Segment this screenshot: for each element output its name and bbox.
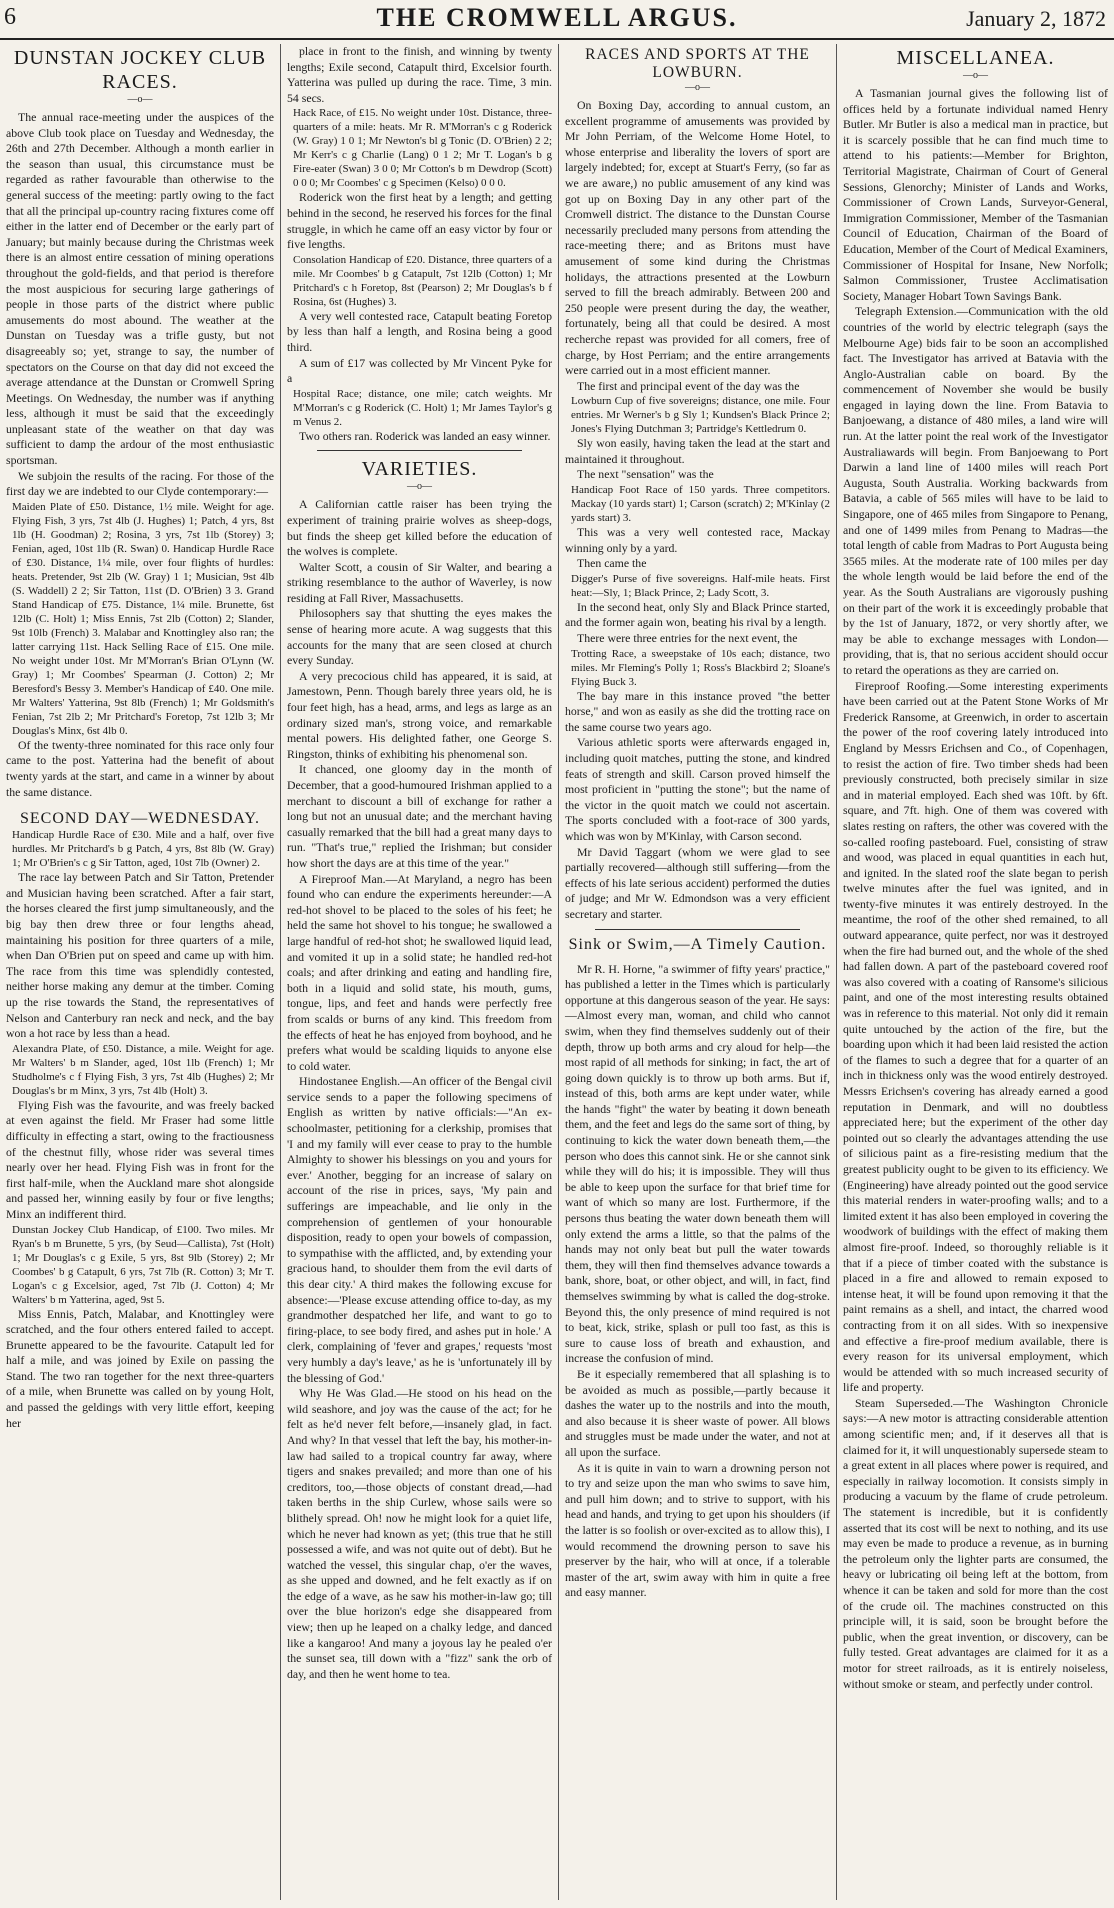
- article-paragraph: Mr R. H. Horne, "a swimmer of fifty years' practice," has published a letter in the Times which is particularly opportune at this dangerous season of the year. He says:—Almost every man, woman, and child who cannot swim, when they find themselves suddenly out of their depth, throw up both arms and cry aloud for help—the most rapid of all methods for sinking; in fact, the art of going down quickly is to throw up both arms. But if, instead of this, both arms are kept under water, while the hands "fight" the water by beating it down beneath them, and the feet and legs do the same sort of thing, by continuing to kick the water down beneath them,—the person who does this cannot sink. He or she cannot sink while they will do his; it is impossible. They will thus be able to keep upon the surface for that brief time for want of which so many are lost. Furthermore, if the persons thus beating the water down beneath them will only extend the arms a little, so that the palms of the hands may not only beat but pull the water towards them, they will then find themselves advance towards a bank, shore, boat, or other object, and will, in fact, find themselves swimming by what is called the dog-stroke. Beyond this, the only presence of mind required is not to beat, kick, strike, splash or pull too fast, as this is sure to cause loss of breath and exhaustion, and increase the confusion of mind.: [565, 961, 830, 1366]
- article-paragraph: Why He Was Glad.—He stood on his head on the wild seashore, and joy was the cause of the act; for he felt as he'd never felt before,—insanely glad, in fact. And why? In that vessel that left the bay, his mother-in-law had sailed to a tropical country far away, where tigers and snakes prevailed; and more than one of his creditors, too,—those objects of constant dread,—had taken berths in the ship Curlew, whose sails were so blithely spread. Oh! now he might look for a quiet life, which he never had known as yet; (this true that he still possessed a wife, and was not quite out of debt). But he watched the vessel, this singular chap, o'er the waves, as she upped and downed, and he felt exactly as if on the edge of a wave, as he saw his mother-in-law go; till over the blue horizon's edge she disappeared from view; then up he leaped on a chalky ledge, and danced like a kangaroo! And many a joyous lay he pealed o'er the sunset sea, till down with a "fizz" sank the orb of day, and then he went home to tea.: [287, 1386, 552, 1681]
- column-1: [0, 44, 280, 1900]
- article-paragraph: Of the twenty-three nominated for this race only four came to the post. Yatterina had the benefit of about twenty yards at the start, and came in a winner by about the same distance.: [6, 737, 274, 799]
- race-results: Hospital Race; distance, one mile; catch weights. Mr M'Morran's c g Roderick (C. Holt) 1; Mr James Taylor's g m Venus 2.: [293, 387, 552, 428]
- ornament: —o—: [407, 481, 432, 493]
- race-results: Alexandra Plate, of £50. Distance, a mile. Weight for age. Mr Walters' b m Slander, aged, 10st 1lb (French) 1; Mr Studholme's c f Flying Fish, 3 yrs, 7st 4lb (Hughes) 2; Mr Douglas's br m Minx, 3 yrs, 7st 4lb (Holt) 3.: [12, 1042, 274, 1097]
- article-paragraph: The race lay between Patch and Sir Tatton, Pretender and Musician having been scratched. After a fair start, the horses cleared the first jump simultaneously, and the big bay then drew three or four lengths ahead, maintaining his position for three quarters of a mile, when Dan O'Brien put on speed and came up with him. The race from this time was splendidly contested, neither horse making any demur at the timber. Coming up the rise towards the Stand, the representatives of Nelson and Canterbury ran neck and neck, and the bay won a hot race by less than a head.: [6, 870, 274, 1041]
- article-paragraph: We subjoin the results of the racing. For those of the first day we are indebted to our Clyde contemporary:—: [6, 468, 274, 499]
- article-paragraph: A very precocious child has appeared, it is said, at Jamestown, Penn. Though barely three years old, he is four feet high, has a head, arms, and legs as large as an ordinary sized man's, strong voice, and remarkable mental powers. His delighted father, one George S. Ringston, thinks of exhibiting his phenomenal son.: [287, 668, 552, 761]
- race-results: Lowburn Cup of five sovereigns; distance, one mile. Four entries. Mr Werner's b g Sly 1; Kundsen's Black Prince 2; Jones's Flying Dutchman 3; Partridge's Kettledrum 0.: [571, 395, 830, 436]
- article-heading-miscellanea: MISCELLANEA.: [896, 47, 1055, 69]
- race-results: Hack Race, of £15. No weight under 10st. Distance, three-quarters of a mile: heats. Mr R. M'Morran's c g Roderick (W. Gray) 1 0 1; Mr Newton's bl g Tonic (D. O'Brien) 2 2; Mr Kerr's c g Charlie (Lang) 0 1 2; Mr T. Logan's b g Fire-eater (Swan) 3 0 0; Mr Cotton's b m Dewdrop (Scott) 0 0 0; Mr Coombes' c g Specimen (Kelso) 0 0 0.: [293, 107, 552, 190]
- article-paragraph: The annual race-meeting under the auspices of the above Club took place on Tuesday and Wednesday, the 26th and 27th December. Although a month earlier in the season than usual, this circumstance must be regarded as rather favourable than otherwise to the general success of the meeting: partly owing to the fact that all the principal up-country racing fixtures come off either in the latter end of December or the early part of January; but mainly because during the Christmas week there is an almost entire cessation of mining operations throughout the gold-fields, and that period is therefore the most auspicious for securing large gatherings of people in those parts of the district where public amusements do most abound. The weather at the Dunstan on Tuesday was a trifle gusty, but not disagreeably so; yet, strange to say, the number of spectators on the Course on that day did not exceed the average attendance at the Dunstan or Cromwell Spring Meetings. On Wednesday, the number was if anything less, although it must be said that the exceedingly unpleasant state of the weather on that day was sufficient to damp the ardour of the most enthusiastic sportsman.: [6, 110, 274, 468]
- article-paragraph: place in front to the finish, and winning by twenty lengths; Exile second, Catapult third, Excelsior fourth. Yatterina was pulled up during the race. Time, 3 min. 54 secs.: [287, 44, 552, 105]
- article-heading-sink-or-swim: Sink or Swim,—A Timely Caution.: [568, 935, 827, 953]
- article-paragraph: Telegraph Extension.—Communication with the old countries of the world by electric telegraph (says the Melbourne Age) bids fair to be soon an accomplished fact. The Investigator has arrived at Batavia with the Anglo-Australian cable on board. By the commencement of November she would be busily engaged in laying down the line. From Batavia to Banjoewang, a distance of 480 miles, a land wire will run. At the latter point the real work of the Investigator Australiawards will begin. From Banjoewang to Port Darwin a land line of 1400 miles will reach Port Augusta, South Australia. Working backwards from Batavia, a cable of 565 miles will have to be laid to Singapore, one of 465 miles from Singapore to Penang, and one of 1499 miles from Penang to Madras—the total length of cable from Madras to Port Augusta being 3565 miles. At the moderate rate of 100 miles per day the whole length would be laid before the end of the year. As the South Australians are vigorously pushing on their part of the work it is exceedingly probable that by the 1st of January, 1872, or very shortly after, we may be able to exchange messages with London—providing, that is, that no serious accident should occur to retard the operations as they are carried on.: [843, 304, 1108, 677]
- article-heading-dunstan-races: DUNSTAN JOCKEY CLUB RACES.: [13, 47, 267, 93]
- article-paragraph: Mr David Taggart (whom we were glad to see partially recovered—although still suffering—from the effects of his late serious accident) performed the duties of judge; and Mr W. Edmondson was a very efficient secretary and starter.: [565, 844, 830, 921]
- race-results: Handicap Hurdle Race of £30. Mile and a half, over five hurdles. Mr Pritchard's b g Patch, 4 yrs, 8st 8lb (W. Gray) 1; Mr O'Brien's c g Sir Tatton, aged, 10st 7lb (Owner) 2.: [12, 829, 274, 870]
- article-paragraph: Philosophers say that shutting the eyes makes the sense of hearing more acute. A wag suggests that this accounts for the many that are seen closed at church every Sunday.: [287, 606, 552, 668]
- article-paragraph: A sum of £17 was collected by Mr Vincent Pyke for a: [287, 355, 552, 386]
- article-paragraph: Two others ran. Roderick was landed an easy winner.: [299, 428, 551, 443]
- ornament: —o—: [963, 70, 988, 81]
- article-paragraph: A Fireproof Man.—At Maryland, a negro has been found who can endure the experiments hereunder:—A red-hot shovel to be placed to the soles of his feet; he held the same hot shovel to his tongue; he swallowed a large handful of red-hot shot; he swallowed liquid lead, and vomited it up in a solid state; he handled red-hot coals; and after drinking and eating and handling fire, both in a liquid and solid state, his mouth, gums, tongue, lips, and feet and hands were perfectly free from scalds or burns of any kind. This freedom from the effects of heat he has enjoyed from boyhood, and he prefers what would be scalding liquids to anyone else to cold water.: [287, 871, 552, 1073]
- article-paragraph: On Boxing Day, according to annual custom, an excellent programme of amusements was provided by Mr John Perriam, of the Welcome Home Hotel, to whose enterprise and liberality the lovers of sport are largely indebted; for, except at Stuart's Ferry, (so far as we are aware,) no public amusement of any kind was got up on Boxing Day in any other part of the Cromwell district. The distance to the Dunstan Course necessarily precluded many persons from attending the race-meeting there; and as Britons must have amusement of some kind during the Christmas holidays, the attractions presented at the Lowburn served to fill the breach admirably. Between 200 and 250 people were present during the day, the weather, fortunately, being all that could be desired. A most recherche repast was provided for all comers, free of charge, by Host Perriam; and the entire arrangements were carried out in a most efficient manner.: [565, 98, 830, 378]
- ornament: —o—: [127, 94, 153, 105]
- article-paragraph: As it is quite in vain to warn a drowning person not to try and seize upon the man who swims to save him, and pull him down; and to strive to support, with his head and hands, and trying to get upon his shoulders (if the latter is so foolish or over-excited as to allow this), I would recommend the drowning person to save his preserver by the hair, who will at once, if a tolerable master of the art, swim away with him in quite a free and easy manner.: [565, 1460, 830, 1600]
- column-4: [836, 44, 1114, 1900]
- article-paragraph: Be it especially remembered that all splashing is to be avoided as much as possible,—partly because it dashes the water up to the nostrils and into the mouth, and also because it is sheer waste of power. All blows and struggles must be made under the water, and not at all upon the surface.: [565, 1366, 830, 1459]
- article-paragraph: Sly won easily, having taken the lead at the start and maintained it throughout.: [565, 436, 830, 466]
- article-heading-lowburn: RACES AND SPORTS AT THE LOWBURN.: [585, 46, 810, 81]
- column-2: [280, 44, 558, 1900]
- issue-date: January 2, 1872: [966, 6, 1106, 31]
- article-paragraph: Then came the: [577, 556, 647, 571]
- race-results: Consolation Handicap of £20. Distance, three quarters of a mile. Mr Coombes' b g Catapult, 7st 12lb (Cotton) 1; Mr Pritchard's c h Foretop, 8st (Pearson) 2; Mr Douglas's b f Rosina, 6st (Hughes) 3.: [293, 253, 552, 308]
- article-heading-varieties: VARIETIES.: [361, 458, 478, 481]
- article-paragraph: Fireproof Roofing.—Some interesting experiments have been carried out at the Patent Stone Works of Mr Frederick Ransome, at Greenwich, in order to ascertain the power of the roof covering lately introduced into England by Messrs Erichsen and Co., of Copenhagen, to resist the action of fire. Two timber sheds had been previously constructed, both precisely similar in size and in material employed. Each shed was 10ft. by 6ft. square, and 7ft. high. One of them was covered with slates resting on rafters, the other was covered with the so-called roofing pasteboard. Fuel, consisting of straw and wood, was placed in equal quantities in each hut, and ignited. In the slated roof the slate began to perish twelve minutes after the fuel was ignited, and in twenty-five minutes it was entirely destroyed. In the meantime, the roof of the other shed remained, to all outward appearance, quite perfect, nor was it destroyed when the fire had burned out, and the whole of the shed had fallen down. A part of the pasteboard covered roof was also covered with a coating of Ransome's silicious paint, and one of the most interesting results obtained was in reference to this material. Not only did it remain quite untouched by the action of the fire, but the boarding upon which it had been laid resisted the action of the flames to such a degree that for a quarter of an inch in thickness only was the wood entirely destroyed. Messrs Erichsen's covering has already earned a good reputation in Denmark, and will no doubtless appreciated here; but the experiment of the other day pointed out so clearly the advantages attending the use of silicious paint as a fire-resisting medium that the greatest publicity ought to be given to its efficiency. We (Engineering) have already pointed out the good service this material renders in water-proofing walls; and to a limited extent it has also been employed in covering the woodwork of buildings with the effect of making them almost fire-proof. Indeed, so thoroughly reliable is it that if a piece of timber coated with the substance is placed in a fire and allowed to remain exposed to intense heat, it will be found upon removing it that the paint remains as a shell, and intact, the charred wood contracting from it on all sides. With so inexpensive and effective a fire-proof medium available, there is every reason for its universal employment, which would be attended with so much increased security of life and property.: [843, 678, 1109, 1395]
- article-paragraph: It chanced, one gloomy day in the month of December, that a good-humoured Irishman applied to a merchant to discount a bill of exchange for rather a long but not an unusual date; and the merchant having casually remarked that the bill had a great many days to run. "That's true," replied the Irishman; but consider how short the days are at this time of the year.": [287, 762, 552, 870]
- race-results: Maiden Plate of £50. Distance, 1½ mile. Weight for age. Flying Fish, 3 yrs, 7st 4lb (J. Hughes) 1; Patch, 4 yrs, 8st 1lb (H. Goodman) 2; Rosina, 3 yrs, 7st 1lb (Storey) 3; Fenian, aged, 10st 1lb (R. Swan) 0. Handicap Hurdle Race of £30. Distance, 1¼ mile, over four flights of hurdles: heats. Pretender, 9st 2lb (W. Gray) 1 1; Musician, 9st 4lb (S. Waddell) 2 2; Sir Tatton, 11st (D. O'Brien) 3 3. Grand Stand Handicap of £75. Distance, 1¼ mile. Brunette, 6st 12lb (C. Holt) 1; Miss Ennis, 7st 2lb (Cotton) 2; Slander, 9st 10lb (French) 3. Malabar and Knottingley also ran; the latter carrying 11st. Hack Selling Race of £15. One mile. No weight under 10st. Mr M'Morran's Brian O'Lynn (W. Gray) 1; Mr Coombes' Spearman (J. Cotton) 2; Mr Beresford's Bessy 3. Member's Handicap of £40. One mile. Mr Walters' Yatterina, 9st 8lb (French) 1; Mr Goldsmith's Fenian, 7st 2lb 2; Mr Pritchard's Foretop, 7st 12lb 3; Mr Douglas's Minx, 6st 4lb 0.: [12, 500, 274, 737]
- article-paragraph: Miss Ennis, Patch, Malabar, and Knottingley were scratched, and the four others entered failed to accept. Brunette appeared to be the favourite. Catapult led for half a mile, and was joined by Exile on passing the Stand. The two ran together for the next three-quarters of a mile, when Brunette was called on by young Holt, and passed the geldings with very little effort, keeping her: [6, 1306, 274, 1430]
- article-paragraph: The next "sensation" was the: [577, 467, 714, 482]
- ornament: —o—: [685, 82, 710, 93]
- divider: [317, 450, 522, 451]
- column-3: [558, 44, 836, 1900]
- article-paragraph: A Californian cattle raiser has been trying the experiment of training prairie wolves as sheep-dogs, but finds the sheep get killed before the education of the wolves is complete.: [287, 497, 552, 559]
- article-paragraph: The first and principal event of the day was the: [577, 378, 800, 393]
- article-paragraph: Walter Scott, a cousin of Sir Walter, and bearing a striking resemblance to the author of Waverley, is now residing at Fall River, Massachusetts.: [287, 559, 552, 605]
- article-paragraph: Hindostanee English.—An officer of the Bengal civil service sends to a paper the following specimens of English as written by native officials:—"An ex-schoolmaster, petitioning for a clerkship, promises that 'I and my family will ever cease to pray to the humble Almighty to shower his blessings on you and yours for ever.' Another, begging for an increase of salary on account of the rise in prices, says, 'My pain and sufferings are impeachable, and lie only in the comprehension of gentlemen of your honourable disposition, ready to open your bowels of compassion, to sympathise with the afflicted, and, by extending your gracious hand, to shoulder them from the evil darts of this dear city.' A third makes the following excuse for absence:—'Please excuse attending office to-day, as my grandmother despatched her life, and want to go to firing-place, to see body fired, and ashes put in hole.' A clerk, complaining of 'fever and grapes,' requests 'most very humbly a day's leave,' as he is 'unfortunately ill by the blessing of God.': [287, 1074, 552, 1385]
- race-results: Digger's Purse of five sovereigns. Half-mile heats. First heat:—Sly, 1; Black Prince, 2; Lady Scott, 3.: [571, 572, 830, 599]
- race-results: Dunstan Jockey Club Handicap, of £100. Two miles. Mr Ryan's b m Brunette, 5 yrs, (by Seud—Callista), 7st (Holt) 1; Mr Douglas's c g Exile, 5 yrs, 8st 9lb (Storey) 2; Mr Coombes' b g Catapult, 6 yrs, 7st 7lb (R. Cotton) 3; Mr T. Logan's c g Excelsior, aged, 7st 7lb (J. Cotton) 4; Mr Walters' b m Yatterina, aged, 9st 5.: [12, 1223, 274, 1306]
- race-results: Handicap Foot Race of 150 yards. Three competitors. Mackay (10 yards start) 1; Carson (scratch) 2; M'Kinlay (2 yards start) 3.: [571, 484, 830, 525]
- article-paragraph: The bay mare in this instance proved "the better horse," and won as easily as she did the trotting race on the same course two years ago.: [565, 688, 830, 734]
- article-paragraph: Flying Fish was the favourite, and was freely backed at even against the field. Mr Fraser had some little difficulty in effecting a start, owing to the fractiousness of the chestnut filly, whose rider was several times nearly over her head. Flying Fish was in front for the first half-mile, when the Auckland mare shot alongside and passed her, winning easily by four or five lengths; Minx an indifferent third.: [6, 1097, 274, 1221]
- article-paragraph: In the second heat, only Sly and Black Prince started, and the former again won, beating his rival by a length.: [565, 599, 830, 630]
- masthead: [0, 0, 1114, 40]
- section-heading-second-day: SECOND DAY—WEDNESDAY.: [20, 810, 260, 828]
- page-number: 6: [4, 4, 16, 30]
- article-paragraph: Roderick won the first heat by a length; and getting behind in the second, he reserved his forces for the final struggle, in which he came off an easy victor by four or five lengths.: [287, 190, 552, 252]
- divider: [595, 929, 800, 930]
- article-paragraph: A Tasmanian journal gives the following list of offices held by a fortunate individual named Henry Butler. Mr Butler is also a medical man in practice, but it is scarcely possible that he can find much time to attend to his patients:—Member for Brighton, Territorial Magistrate, Chairman of Court of General Sessions, Glenorchy; Minister of Lands and Works, Commissioner of Crown Lands, Surveyor-General, Immigration Commissioner, Member of the Tasmanian Council of Education, Chairman of the Board of Education, Member of the Court of Medical Examiners, Commissioner of Hospital for Insane, New Norfolk; Salmon Commissioner, Trustee Acclimatisation Society, Manager Hobart Town Savings Bank.: [843, 86, 1108, 303]
- article-paragraph: Steam Superseded.—The Washington Chronicle says:—A new motor is attracting considerable attention among scientific men; and, if it deserves all that is claimed for it, it will unquestionably supersede steam to a great extent in all places where power is required, and especially in railway locomotion. It consists simply in producing a vacuum by the flame of crude petroleum. The statement is incredible, but it is confidently asserted that its cost will be next to nothing, and its use may even be made to produce a revenue, as in burning the petroleum only the lighter parts are consumed, the heavy or lubricating oil being left at the bottom, from whence it can be taken and sold for more than the cost of the crude oil. The machines constructed on this principle will, it is said, soon be brought before the public, when the great invention, or discovery, can be fully tested. Great advantages are claimed for it as a motor for street railroads, as it is entirely noiseless, without smoke or steam, and perfectly under control.: [843, 1395, 1108, 1691]
- article-paragraph: A very well contested race, Catapult beating Foretop by less than half a length, and Rosina being a good third.: [287, 308, 552, 354]
- race-results: Trotting Race, a sweepstake of 10s each; distance, two miles. Mr Fleming's Polly 1; Ross's Blackbird 2; Sloane's Flying Buck 3.: [571, 647, 830, 688]
- article-paragraph: Various athletic sports were afterwards engaged in, including quoit matches, putting the stone, and kindred feats of strength and skill. Carson proved himself the most proficient in "putting the stone"; but the name of the victor in the quoit match we could not ascertain. The sports concluded with a foot-race of 300 yards, which was won by M'Kinlay, with Carson second.: [565, 735, 830, 843]
- article-paragraph: This was a very well contested race, Mackay winning only by a yard.: [565, 525, 830, 555]
- newspaper-title: THE CROMWELL ARGUS.: [376, 3, 738, 32]
- article-paragraph: There were three entries for the next event, the: [577, 631, 798, 646]
